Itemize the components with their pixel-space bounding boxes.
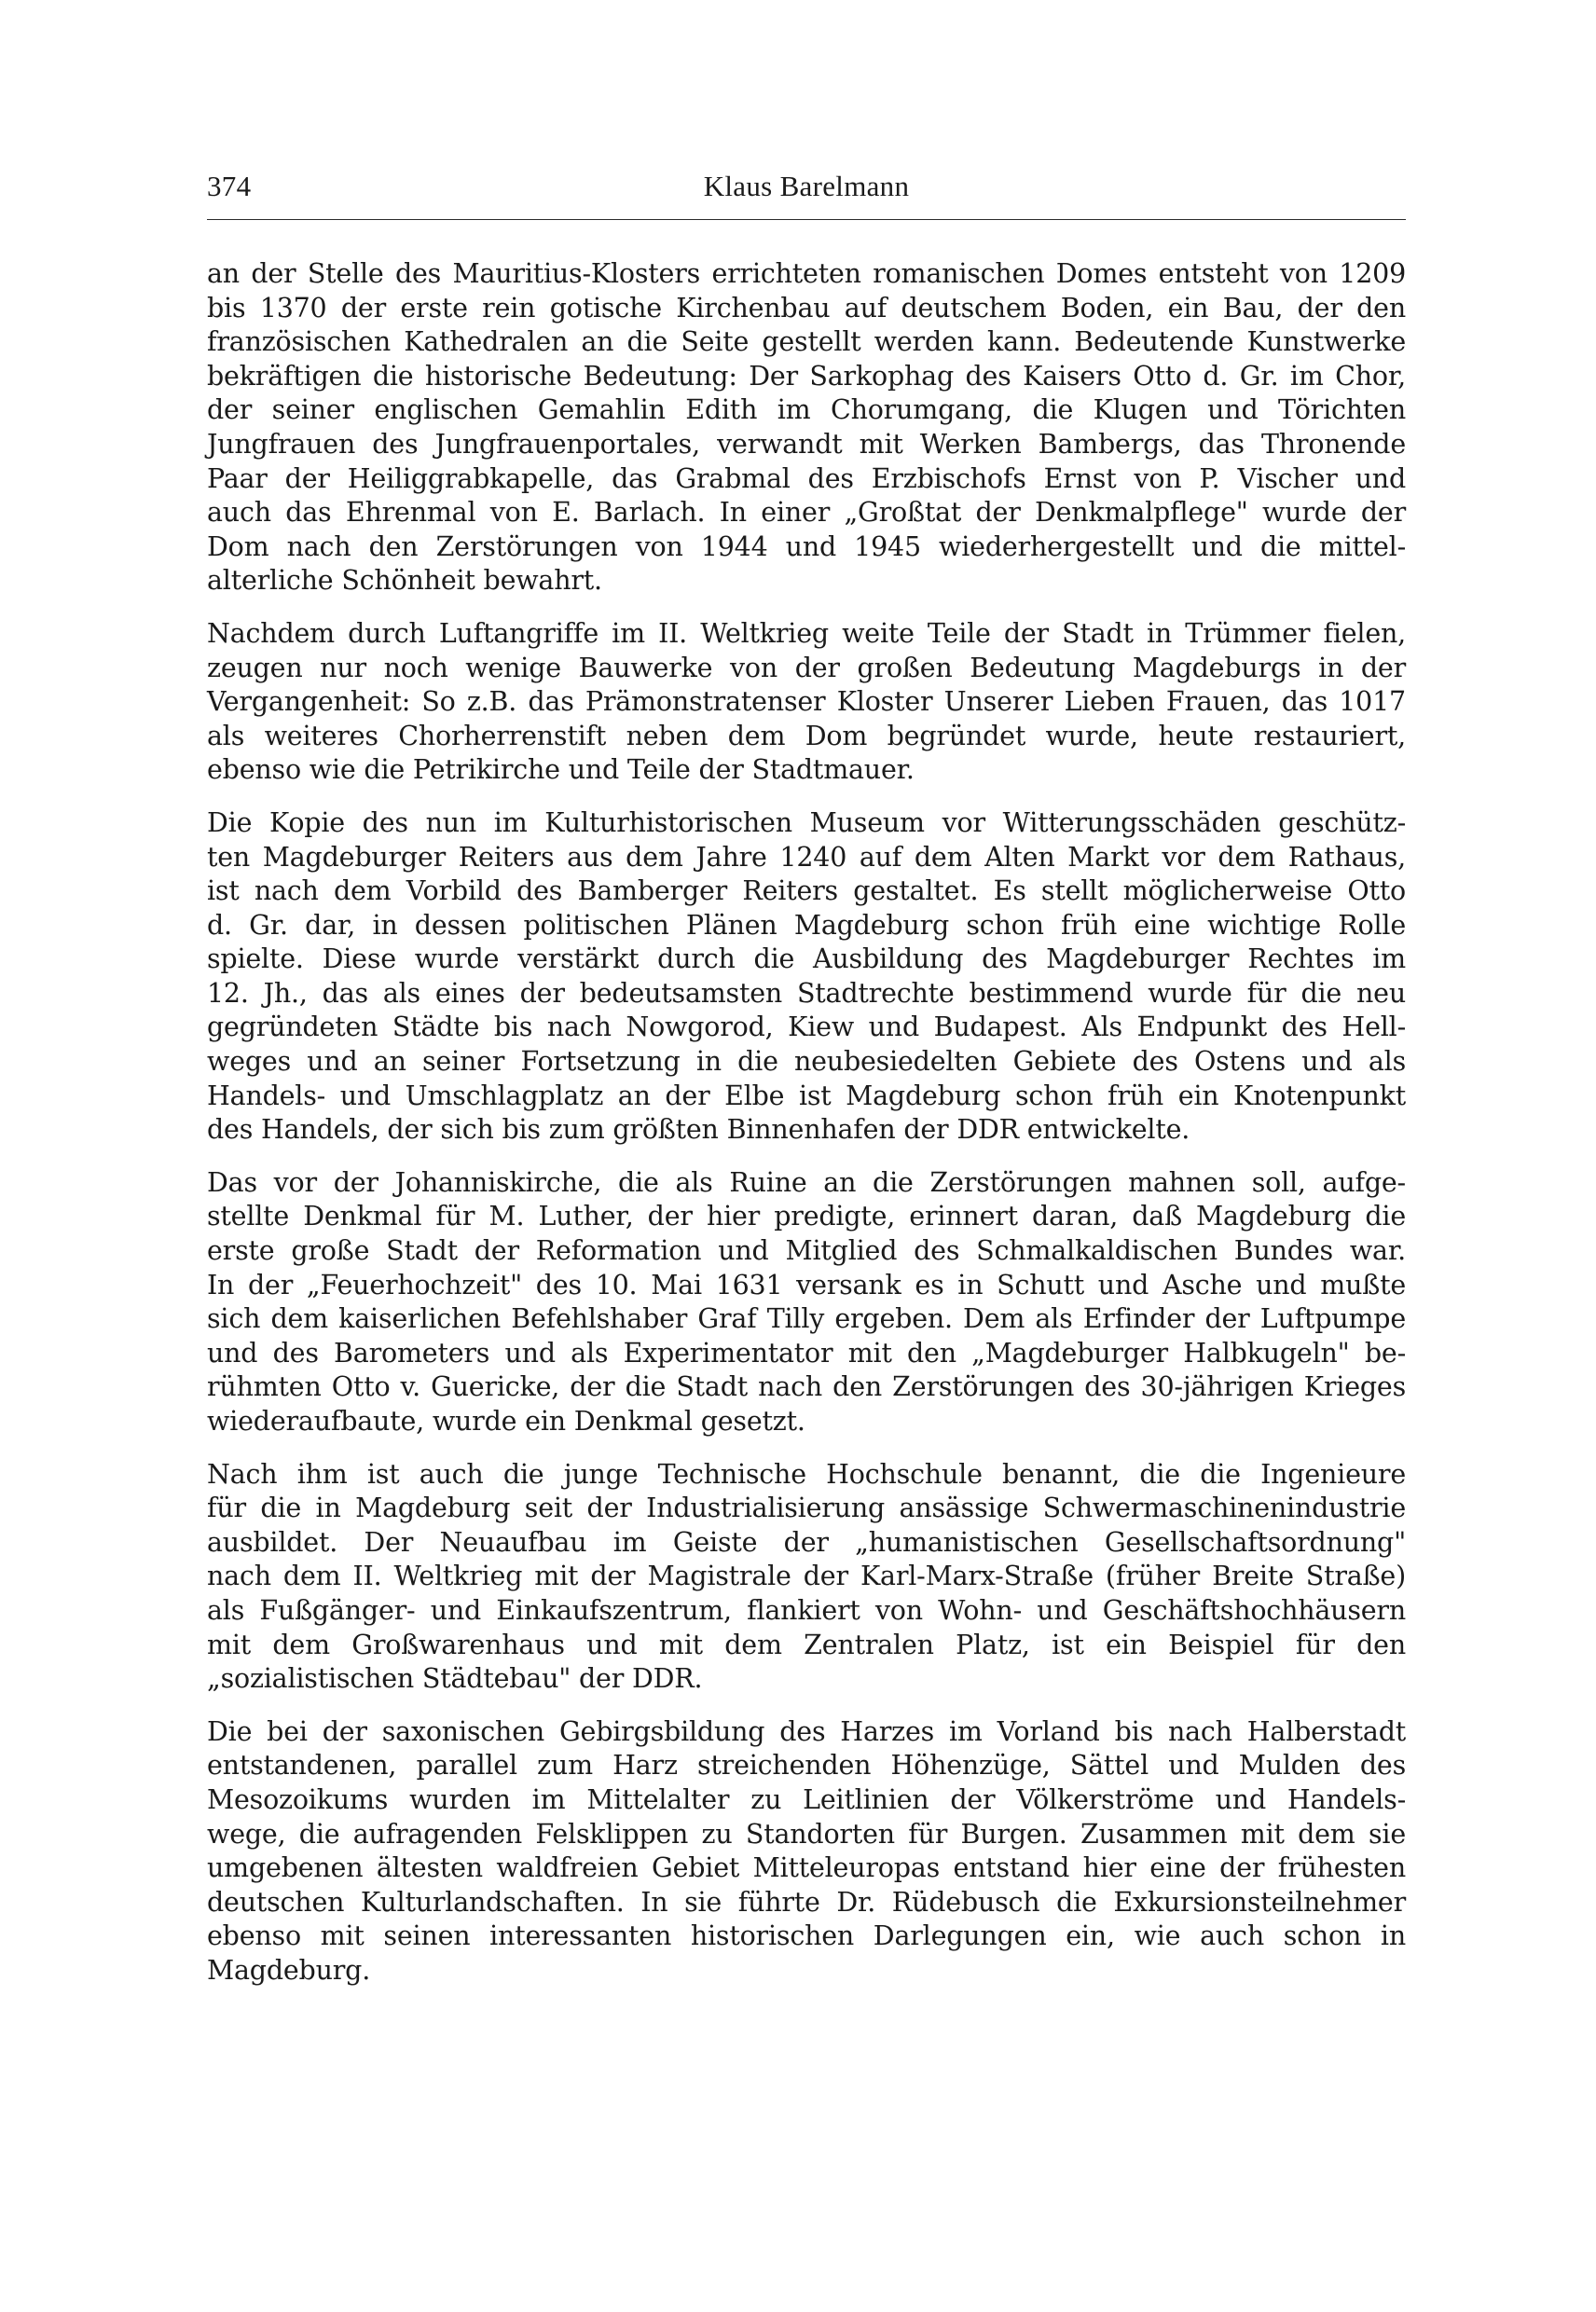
text-line: französischen Kathedralen an die Seite gestellt werden kann. Bedeutende Kunstwerke [207, 326, 1406, 358]
text-line: Die bei der saxonischen Gebirgsbildung des Harzes im Vorland bis nach Halberstadt [207, 1715, 1406, 1747]
text-line: Dom nach den Zerstörungen von 1944 und 1945 wiederhergestellt und die mittel- [207, 530, 1406, 562]
text-line: entstandenen, parallel zum Harz streichenden Höhenzüge, Sättel und Mulden des [207, 1750, 1406, 1782]
text-line: alterliche Schönheit bewahrt. [207, 565, 602, 597]
paragraph [207, 1458, 1406, 1697]
paragraph [207, 806, 1406, 1148]
text-line: 12. Jh., das als eines der bedeutsamsten Stadtrechte bestimmend wurde für die neu [207, 977, 1406, 1009]
text-line: deutschen Kulturlandschaften. In sie führte Dr. Rüdebusch die Exkursionsteilnehmer [207, 1886, 1406, 1918]
text-line: als weiteres Chorherrenstift neben dem Dom begründet wurde, heute restauriert, [207, 720, 1406, 751]
text-line: rühmten Otto v. Guericke, der die Stadt nach den Zerstörungen des 30-jährigen Krieges [207, 1371, 1406, 1403]
text-line: ten Magdeburger Reiters aus dem Jahre 1240 auf dem Alten Markt vor dem Rathaus, [207, 841, 1406, 873]
text-line: Das vor der Johanniskirche, die als Ruine an die Zerstörungen mahnen soll, aufge- [207, 1166, 1406, 1198]
text-line: als Fußgänger- und Einkaufszentrum, flankiert von Wohn- und Geschäftshochhäusern [207, 1594, 1406, 1626]
text-line: „sozialistischen Städtebau" der DDR. [207, 1663, 703, 1695]
text-line: wege, die aufragenden Felsklippen zu Standorten für Burgen. Zusammen mit dem sie [207, 1818, 1406, 1850]
text-line: Magdeburg. [207, 1954, 371, 1986]
body-text [207, 257, 1406, 2007]
text-line: ausbildet. Der Neuaufbau im Geiste der „humanistischen Gesellschaftsordnung" [207, 1526, 1406, 1558]
text-line: ebenso wie die Petrikirche und Teile der Stadtmauer. [207, 754, 915, 786]
paragraph [207, 617, 1406, 788]
text-line: an der Stelle des Mauritius-Klosters errichteten romanischen Domes entsteht von 1209 [207, 258, 1406, 289]
text-line: Die Kopie des nun im Kulturhistorischen Museum vor Witterungsschäden geschütz- [207, 806, 1406, 838]
text-line: gegründeten Städte bis nach Nowgorod, Kiew und Budapest. Als Endpunkt des Hell- [207, 1012, 1406, 1043]
text-line: auch das Ehrenmal von E. Barlach. In einer „Großtat der Denkmalpflege" wurde der [207, 497, 1406, 529]
text-line: bekräftigen die historische Bedeutung: Der Sarkophag des Kaisers Otto d. Gr. im Chor, [207, 360, 1406, 392]
text-line: zeugen nur noch wenige Bauwerke von der großen Bedeutung Magdeburgs in der [207, 652, 1406, 683]
text-line: bis 1370 der erste rein gotische Kirchenbau auf deutschem Boden, ein Bau, der den [207, 292, 1406, 323]
text-line: ist nach dem Vorbild des Bamberger Reiters gestaltet. Es stellt möglicherweise Otto [207, 875, 1406, 907]
text-line: spielte. Diese wurde verstärkt durch die Ausbildung des Magdeburger Rechtes im [207, 943, 1406, 975]
text-line: Nach ihm ist auch die junge Technische Hochschule benannt, die die Ingenieure [207, 1458, 1406, 1490]
running-header [207, 164, 1406, 209]
paragraph [207, 1715, 1406, 1989]
text-line: In der „Feuerhochzeit" des 10. Mai 1631 versank es in Schutt und Asche und mußte [207, 1269, 1406, 1300]
text-line: Vergangenheit: So z.B. das Prämonstratenser Kloster Unserer Lieben Frauen, das 1017 [207, 686, 1406, 718]
text-line: ebenso mit seinen interessanten historischen Darlegungen ein, wie auch schon in [207, 1920, 1406, 1952]
header-rule [207, 219, 1406, 220]
text-line: wiederaufbaute, wurde ein Denkmal gesetzt. [207, 1406, 805, 1437]
text-line: für die in Magdeburg seit der Industrialisierung ansässige Schwermaschinenindustrie [207, 1493, 1406, 1524]
text-line: der seiner englischen Gemahlin Edith im Chorumgang, die Klugen und Törichten [207, 394, 1406, 426]
text-line: Jungfrauen des Jungfrauenportales, verwandt mit Werken Bambergs, das Thronende [207, 428, 1406, 460]
text-line: d. Gr. dar, in dessen politischen Plänen Magdeburg schon früh eine wichtige Rolle [207, 909, 1406, 941]
document-page [207, 0, 1406, 2312]
text-line: Nachdem durch Luftangriffe im II. Weltkrieg weite Teile der Stadt in Trümmer fielen, [207, 617, 1406, 649]
text-line: weges und an seiner Fortsetzung in die neubesiedelten Gebiete des Ostens und als [207, 1046, 1406, 1078]
page-number: 374 [207, 170, 252, 202]
text-line: stellte Denkmal für M. Luther, der hier predigte, erinnert daran, daß Magdeburg die [207, 1201, 1406, 1232]
text-line: erste große Stadt der Reformation und Mitglied des Schmalkaldischen Bundes war. [207, 1235, 1406, 1267]
text-line: Handels- und Umschlagplatz an der Elbe ist Magdeburg schon früh ein Knotenpunkt [207, 1080, 1406, 1111]
paragraph [207, 1166, 1406, 1439]
text-line: Mesozoikums wurden im Mittelalter zu Leitlinien der Völkerströme und Handels- [207, 1783, 1406, 1815]
running-title: Klaus Barelmann [703, 170, 910, 202]
text-line: mit dem Großwarenhaus und mit dem Zentralen Platz, ist ein Beispiel für den [207, 1629, 1406, 1660]
text-line: Paar der Heiliggrabkapelle, das Grabmal des Erzbischofs Ernst von P. Vischer und [207, 462, 1406, 494]
text-line: des Handels, der sich bis zum größten Binnenhafen der DDR entwickelte. [207, 1114, 1190, 1146]
paragraph [207, 257, 1406, 599]
text-line: und des Barometers und als Experimentator mit den „Magdeburger Halbkugeln" be- [207, 1337, 1406, 1369]
text-line: sich dem kaiserlichen Befehlshaber Graf Tilly ergeben. Dem als Erfinder der Luftpumpe [207, 1303, 1406, 1335]
text-line: nach dem II. Weltkrieg mit der Magistrale der Karl-Marx-Straße (früher Breite Straße) [207, 1561, 1406, 1592]
text-line: umgebenen ältesten waldfreien Gebiet Mitteleuropas entstand hier eine der frühesten [207, 1852, 1406, 1884]
